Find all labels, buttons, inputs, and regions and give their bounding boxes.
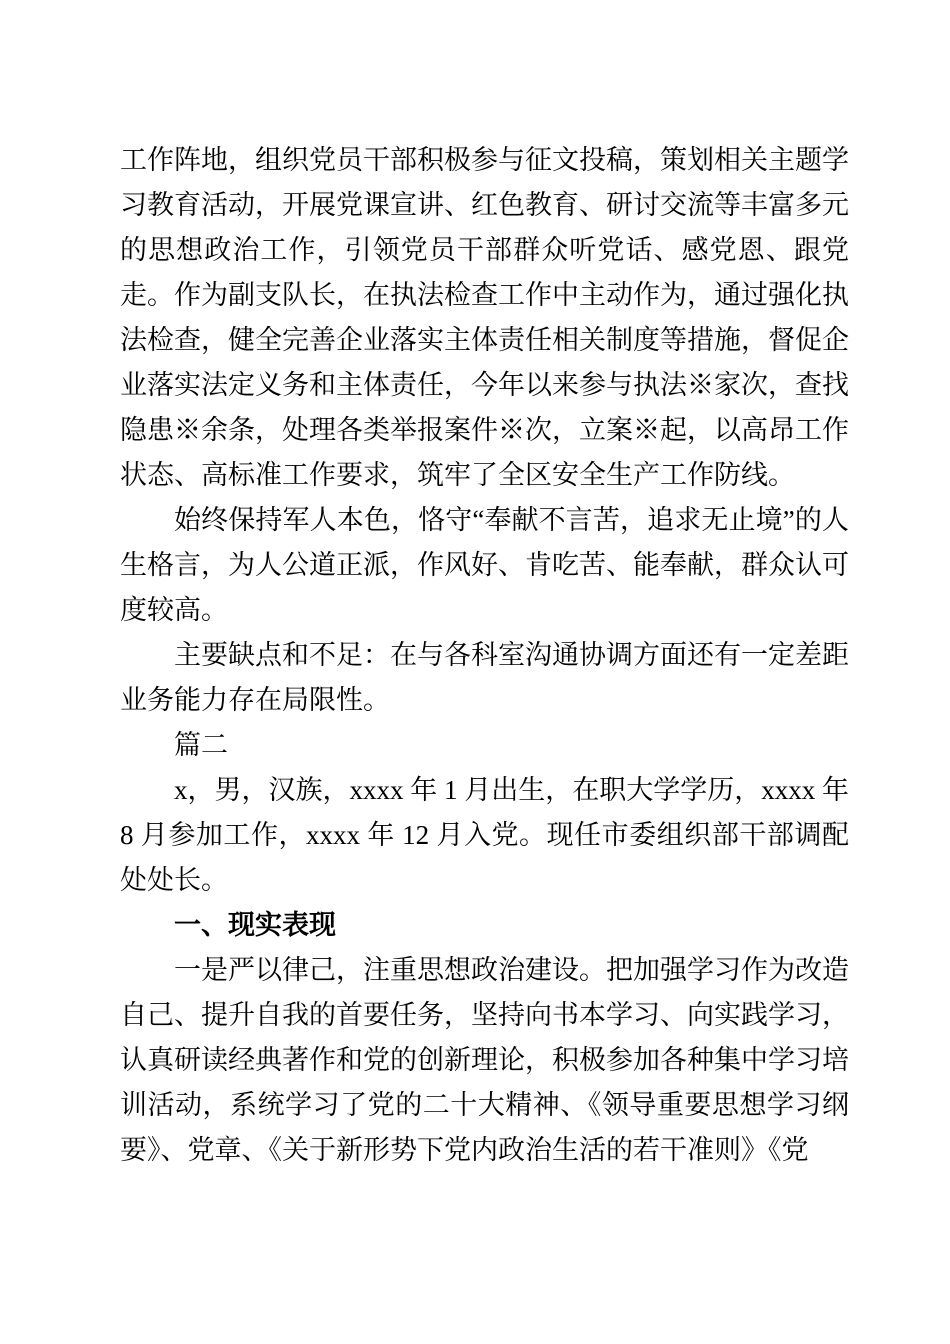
section-heading-xianshi-biaoxian: 一、现实表现 — [174, 910, 336, 940]
paragraph-biography: x，男，汉族，xxxx 年 1 月出生，在职大学学历，xxxx 年 8 月参加工作，xxxx 年 12 月入党。现任市委组织部干部调配处处长。 — [120, 775, 849, 895]
paragraph-truncated: 一是严以律己，注重思想政治建设。把加强学习作为改造自己、提升自我的首要任务，坚持向书本学习、向实践学习，认真研读经典著作和党的创新理论，积极参加各种集中学习培训活动，系统学习了党的二十大精神、《领导重要思想学习纲要》、党章、《关于新形势下党内政治生活的若干准则》《党 — [120, 955, 849, 1165]
paragraph: 始终保持军人本色，恪守“奉献不言苦，追求无止境”的人生格言，为人公道正派，作风好、肯吃苦、能奉献，群众认可度较高。 — [120, 505, 849, 625]
paragraph-shortcomings: 主要缺点和不足：在与各科室沟通协调方面还有一定差距业务能力存在局限性。 — [120, 640, 849, 715]
paragraph-continuation: 工作阵地，组织党员干部积极参与征文投稿，策划相关主题学习教育活动，开展党课宣讲、红色教育、研讨交流等丰富多元的思想政治工作，引领党员干部群众听党话、感党恩、跟党走。作为副支队长，在执法检查工作中主动作为，通过强化执法检查，健全完善企业落实主体责任相关制度等措施，督促企业落实法定义务和主体责任，今年以来参与执法※家次，查找隐患※余条，处理各类举报案件※次，立案※起，以高昂工作状态、高标准工作要求，筑牢了全区安全生产工作防线。 — [120, 145, 849, 490]
section-marker-pian-er: 篇二 — [174, 730, 228, 760]
